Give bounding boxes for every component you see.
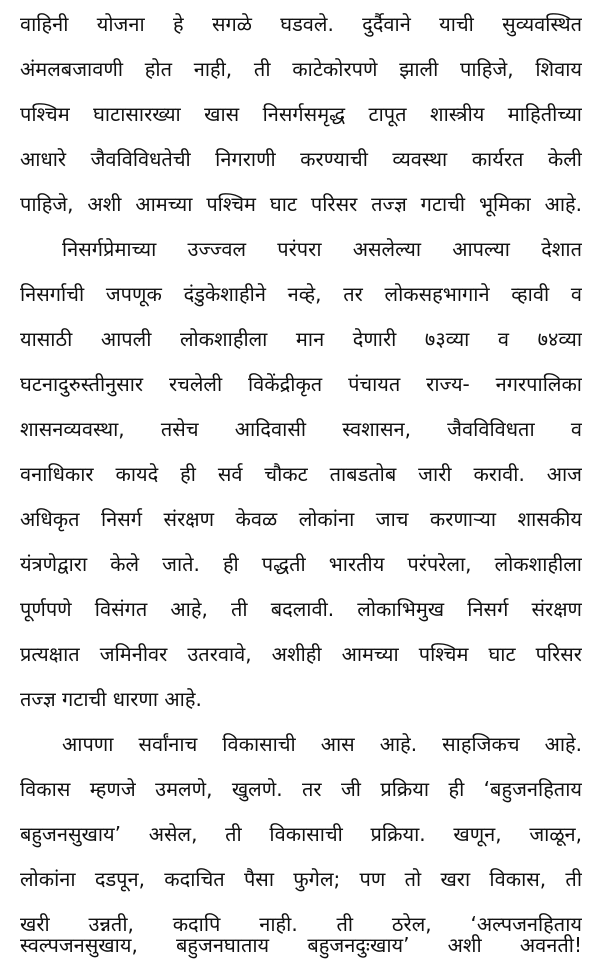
paragraph-1-line-4: आधारे जैवविविधतेची निगराणी करण्याची व्यवस्था कार्यरत केली xyxy=(20,147,582,171)
paragraph-2-line-3: यासाठी आपली लोकशाहीला मान देणारी ७३व्या व ७४व्या xyxy=(20,327,582,351)
paragraph-2-line-4: घटनादुरुस्तीनुसार रचलेली विकेंद्रीकृत पंचायत राज्य- नगरपालिका xyxy=(20,372,582,396)
paragraph-2-line-6: वनाधिकार कायदे ही सर्व चौकट ताबडतोब जारी करावी. आज xyxy=(20,462,582,486)
paragraph-2-line-11: तज्ज्ञ गटाची धारणा आहे. xyxy=(20,687,202,711)
paragraph-1-line-3: पश्चिम घाटासारख्या खास निसर्गसमृद्ध टापूत शास्त्रीय माहितीच्या xyxy=(20,102,582,126)
paragraph-2-line-10: प्रत्यक्षात जमिनीवर उतरवावे, अशीही आमच्या पश्चिम घाट परिसर xyxy=(20,642,582,666)
paragraph-3-line-1: आपणा सर्वांनाच विकासाची आस आहे. साहजिकच आहे. xyxy=(62,732,582,756)
paragraph-1-line-5: पाहिजे, अशी आमच्या पश्चिम घाट परिसर तज्ज्ञ गटाची भूमिका आहे. xyxy=(20,192,582,216)
paragraph-3-line-6: स्वल्पजनसुखाय, बहुजनघाताय बहुजनदुःखाय’ अशी अवनती! xyxy=(20,933,582,957)
paragraph-3-line-4: लोकांना दडपून, कदाचित पैसा फुगेल; पण तो खरा विकास, ती xyxy=(20,867,582,891)
paragraph-3-line-5: खरी उन्नती, कदापि नाही. ती ठरेल, ‘अल्पजनहिताय xyxy=(20,912,582,936)
paragraph-2-line-7: अधिकृत निसर्ग संरक्षण केवळ लोकांना जाच करणाऱ्या शासकीय xyxy=(20,507,582,531)
paragraph-1-line-1: वाहिनी योजना हे सगळे घडवले. दुर्दैवाने याची सुव्यवस्थित xyxy=(20,12,582,36)
paragraph-3-line-3: बहुजनसुखाय’ असेल, ती विकासाची प्रक्रिया. खणून, जाळून, xyxy=(20,822,582,846)
paragraph-2-line-9: पूर्णपणे विसंगत आहे, ती बदलावी. लोकाभिमुख निसर्ग संरक्षण xyxy=(20,597,582,621)
paragraph-2-line-5: शासनव्यवस्था, तसेच आदिवासी स्वशासन, जैवविविधता व xyxy=(20,417,582,441)
paragraph-2-line-8: यंत्रणेद्वारा केले जाते. ही पद्धती भारतीय परंपरेला, लोकशाहीला xyxy=(20,552,582,576)
paragraph-2-line-1: निसर्गप्रेमाच्या उज्ज्वल परंपरा असलेल्या आपल्या देशात xyxy=(62,237,582,261)
paragraph-3-line-2: विकास म्हणजे उमलणे, खुलणे. तर जी प्रक्रिया ही ‘बहुजनहिताय xyxy=(20,777,582,801)
paragraph-1-line-2: अंमलबजावणी होत नाही, ती काटेकोरपणे झाली पाहिजे, शिवाय xyxy=(20,57,582,81)
paragraph-2-line-2: निसर्गाची जपणूक दंडुकेशाहीने नव्हे, तर लोकसहभागाने व्हावी व xyxy=(20,282,582,306)
